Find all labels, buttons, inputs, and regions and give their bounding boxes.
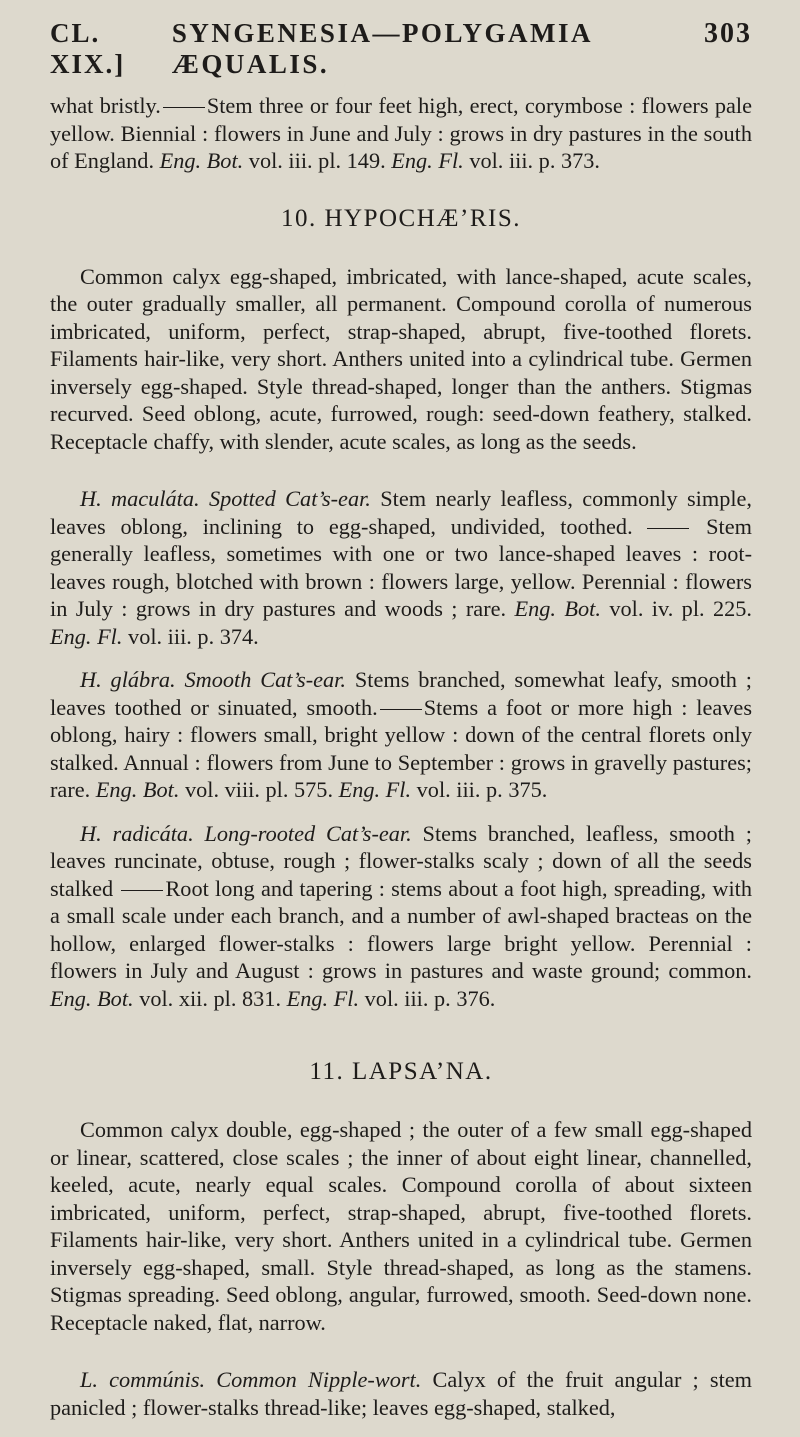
- common-name: Long-rooted Cat’s-ear.: [204, 820, 412, 846]
- page-number: 303: [704, 18, 752, 49]
- reference-volume: vol. xii. pl. 831.: [139, 985, 282, 1011]
- species-diagnosis: Stems branched, somewhat leafy, smooth ; leaves toothed or sinuated, smooth.: [50, 667, 753, 720]
- reference-title: Eng. Bot.: [50, 985, 134, 1011]
- species-diagnosis: Stem nearly leafless, commonly simple, leaves oblong, inclining to egg-shaped, undivided, toothed.: [50, 486, 753, 539]
- species-diagnosis: Calyx of the fruit angular ; stem panicled ; flower-stalks thread-like; leaves egg-shaped, stalked,: [50, 1367, 752, 1420]
- em-rule: [121, 890, 163, 891]
- continuation-text-b: Stem three or four feet high, erect, corymbose : flowers pale yellow. Biennial : flowers in June and July : grows in dry pastures in the south of England.: [50, 93, 752, 173]
- species-notes: Stems a foot or more high : leaves oblong, hairy : flowers small, bright yellow : down of the central florets only stalked. Annual : flowers from June to September : grows in gravelly pastures; rare.: [50, 694, 752, 802]
- species-entry-glabra: [50, 666, 752, 804]
- running-head: [50, 18, 752, 80]
- reference-title: Eng. Bot.: [95, 777, 180, 802]
- genus-heading-hypochaeris: 10. HYPOCHÆ’RIS.: [280, 204, 521, 232]
- species-entry-maculata: [50, 485, 752, 650]
- reference-title: Eng. Fl.: [338, 777, 412, 802]
- reference-title: Eng. Fl.: [391, 148, 464, 173]
- reference-volume: vol. iii. p. 376.: [364, 985, 496, 1011]
- reference-volume: vol. iii. pl. 149.: [248, 148, 386, 173]
- genus-heading-lapsana: 11. LAPSA’NA.: [309, 1058, 493, 1085]
- common-name: Common Nipple-wort.: [216, 1367, 422, 1392]
- em-rule: [163, 107, 205, 108]
- reference-title: Eng. Bot.: [514, 596, 601, 621]
- reference-title: Eng. Fl.: [286, 985, 360, 1011]
- common-name: Spotted Cat’s-ear.: [208, 486, 371, 511]
- reference-title: Eng. Bot.: [159, 148, 244, 173]
- class-reference: CL. XIX.]: [50, 18, 126, 79]
- species-entry-radicata: [50, 820, 752, 1013]
- section-title: SYNGENESIA—POLYGAMIA ÆQUALIS.: [171, 18, 592, 79]
- reference-volume: vol. iii. p. 373.: [469, 148, 601, 173]
- species-name: L. commúnis.: [80, 1367, 206, 1392]
- reference-title: Eng. Fl.: [50, 623, 123, 649]
- species-diagnosis: Stems branched, leafless, smooth ; leaves runcinate, obtuse, rough ; flower-stalks scaly ; down of all the seeds stalked: [50, 820, 752, 901]
- continuation-paragraph: [50, 92, 752, 175]
- reference-volume: vol. viii. pl. 575.: [184, 777, 334, 802]
- species-notes: Root long and tapering : stems about a foot high, spreading, with a small scale under each branch, and a number of awl-shaped bracteas on the hollow, enlarged flower-stalks : flowers large bright yellow. Perennial : flowers in July and August : grows in pastures and waste ground; common.: [50, 875, 752, 983]
- species-notes: Stem generally leafless, sometimes with one or two lance-shaped leaves : root-leaves rough, blotched with brown : flowers large, yellow. Perennial : flowers in July : grows in dry pastures and woods ; rare.: [50, 513, 752, 621]
- reference-volume: vol. iv. pl. 225.: [609, 596, 752, 621]
- em-rule: [647, 528, 689, 529]
- species-name: H. radicáta.: [80, 820, 194, 846]
- reference-volume: vol. iii. p. 374.: [128, 623, 259, 649]
- em-rule: [380, 709, 422, 710]
- species-name: H. glábra.: [80, 667, 176, 692]
- genus-description-lapsana: Common calyx double, egg-shaped ; the outer of a few small egg-shaped or linear, scattered, close scales ; the inner of about eight linear, channelled, keeled, acute, nearly equal scales. Compound corolla of about sixteen imbricated, uniform, perfect, strap-shaped, abrupt, five-toothed florets. Filaments hair-like, very short. Anthers united in a cylindrical tube. Germen inversely egg-shaped, small. Style thread-shaped, as long as the stamens. Stigmas spreading. Seed oblong, angular, furrowed, smooth. Seed-down none. Receptacle naked, flat, narrow.: [50, 1117, 752, 1335]
- continuation-text-a: what bristly.: [50, 93, 161, 118]
- reference-volume: vol. iii. p. 375.: [416, 777, 548, 802]
- genus-description-hypochaeris: Common calyx egg-shaped, imbricated, with lance-shaped, acute scales, the outer gradually smaller, all permanent. Compound corolla of numerous imbricated, uniform, perfect, strap-shaped, abrupt, five-toothed florets. Filaments hair-like, very short. Anthers united into a cylindrical tube. Germen inversely egg-shaped. Style thread-shaped, longer than the anthers. Stigmas recurved. Seed oblong, acute, furrowed, rough: seed-down feathery, stalked. Receptacle chaffy, with slender, acute scales, as long as the seeds.: [50, 263, 752, 454]
- species-name: H. maculáta.: [80, 486, 200, 511]
- species-entry-communis: [50, 1366, 752, 1421]
- common-name: Smooth Cat’s-ear.: [184, 667, 346, 692]
